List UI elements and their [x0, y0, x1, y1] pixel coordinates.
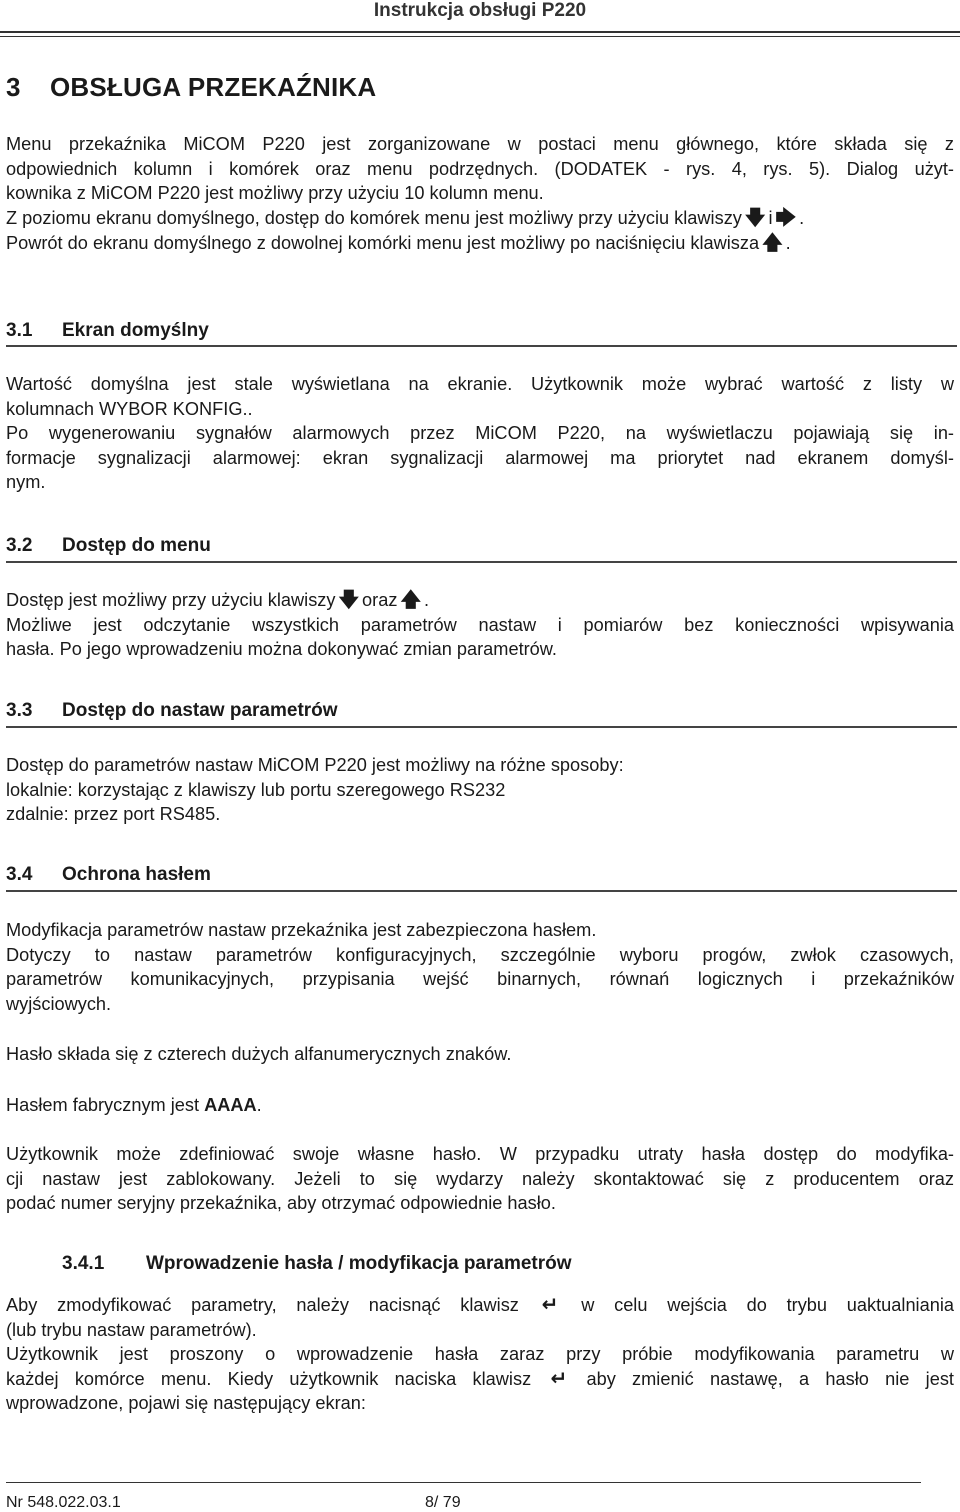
text-line: kownika z MiCOM P220 jest możliwy przy użyciu 10 kolumn menu. [6, 183, 544, 203]
password-paragraph-3 [6, 1093, 954, 1118]
text-segment: . [785, 232, 791, 253]
footer-page-number: 8/ 79 [425, 1494, 461, 1511]
text-segment: . [799, 208, 805, 228]
text-line: Wartość domyślna jest stale wyświetlana na ekranie. Użytkownik może wybrać wartość z listy w [6, 374, 954, 394]
subsection-number: 3.4.1 [62, 1253, 105, 1274]
text-line: odpowiednich kolumn i komórek oraz menu podrzędnych. (DODATEK - rys. 4, rys. 5). Dialog użyt- [6, 158, 954, 179]
enter-key-icon: ↵ [550, 1367, 568, 1390]
factory-password: AAAA [204, 1095, 257, 1115]
text-segment: . [424, 590, 430, 610]
section-heading [6, 72, 376, 103]
password-entry-paragraph [6, 1293, 954, 1416]
text-line: Użytkownik jest proszony o wprowadzenie hasła zaraz przy próbie modyfikowania parametru w [6, 1344, 954, 1364]
subsection-title: Dostęp do menu [62, 535, 211, 556]
down-arrow-icon: 🡇 [744, 207, 766, 229]
subsection-title: Ekran domyślny [62, 320, 209, 341]
text-line: Dotyczy to nastaw parametrów konfiguracyjnych, szczególnie wyboru progów, zwłok czasowych, [6, 944, 954, 965]
header-rule-thin [0, 36, 960, 37]
down-arrow-icon: 🡇 [338, 589, 360, 611]
text-line: hasła. Po jego wprowadzeniu można dokonywać zmian parametrów. [6, 639, 557, 659]
intro-paragraph [6, 132, 954, 206]
text-line: podać numer seryjny przekaźnika, aby otrzymać odpowiednie hasło. [6, 1193, 556, 1213]
subsubsection-heading-3-4-1 [62, 1253, 572, 1275]
text-line: zdalnie: przez port RS485. [6, 804, 221, 824]
text-line [6, 206, 954, 231]
text-line: cji nastaw jest zablokowany. Jeżeli to się wydarzy należy skontaktować się z producentem oraz [6, 1168, 954, 1189]
text-segment: Hasłem fabrycznym jest [6, 1095, 200, 1115]
section-number: 3 [6, 72, 21, 102]
text-line: Modyfikacja parametrów nastaw przekaźnika jest zabezpieczona hasłem. [6, 920, 597, 940]
text-line: Dostęp do parametrów nastaw MiCOM P220 jest możliwy na różne sposoby: [6, 755, 624, 775]
text-line: Użytkownik może zdefiniować swoje własne hasło. W przypadku utraty hasła dostęp do modyfika- [6, 1144, 954, 1164]
subsection-number: 3.3 [6, 700, 33, 721]
text-line [6, 231, 954, 256]
settings-access-paragraph [6, 753, 954, 827]
text-line: Menu przekaźnika MiCOM P220 jest zorganizowane w postaci menu głównego, które składa się z [6, 134, 954, 154]
text-segment: oraz [362, 590, 398, 610]
header-title: Instrukcja obsługi P220 [373, 0, 587, 21]
subsection-heading-3-3 [6, 700, 338, 722]
footer-doc-number: Nr 548.022.03.1 [6, 1494, 121, 1511]
password-paragraph-2 [6, 1042, 954, 1067]
text-line: Możliwe jest odczytanie wszystkich parametrów nastaw i pomiarów bez konieczności wpisywania [6, 614, 954, 635]
text-line [6, 1093, 954, 1118]
text-segment: Aby zmodyfikować parametry, należy nacisnąć klawisz [6, 1295, 519, 1315]
text-line: Po wygenerowaniu sygnałów alarmowych przez MiCOM P220, na wyświetlaczu pojawiają się in- [6, 423, 954, 443]
password-paragraph-4 [6, 1142, 954, 1216]
subsection-heading-3-4 [6, 864, 211, 886]
subsection-rule [6, 345, 957, 347]
text-line: formacje sygnalizacji alarmowej: ekran sygnalizacji alarmowej ma priorytet nad ekranem domyśl- [6, 447, 954, 468]
navigation-paragraph [6, 206, 954, 255]
text-line: wprowadzone, pojawi się następujący ekran: [6, 1393, 366, 1413]
enter-key-icon: ↵ [541, 1294, 559, 1316]
subsection-rule [6, 726, 957, 728]
text-line [6, 588, 954, 613]
subsection-heading-3-2 [6, 535, 211, 557]
text-segment: w celu wejścia do trybu uaktualniania [581, 1295, 954, 1315]
subsection-title: Ochrona hasłem [62, 864, 211, 885]
text-segment: i [768, 208, 773, 228]
text-segment: . [256, 1095, 262, 1115]
subsection-rule [6, 890, 957, 892]
text-line: kolumnach WYBOR KONFIG.. [6, 398, 253, 419]
text-line: wyjściowych. [6, 993, 112, 1014]
text-line [6, 1293, 954, 1318]
subsection-heading-3-1 [6, 320, 209, 342]
footer-rule [6, 1482, 921, 1483]
text-line: lokalnie: korzystając z klawiszy lub portu szeregowego RS232 [6, 779, 506, 800]
text-line: nym. [6, 472, 46, 492]
subsection-number: 3.2 [6, 535, 33, 556]
text-segment: Powrót do ekranu domyślnego z dowolnej komórki menu jest możliwy po naciśnięciu klawisza [6, 232, 760, 253]
up-arrow-icon: 🡅 [762, 231, 783, 254]
text-line: Hasło składa się z czterech dużych alfanumerycznych znaków. [6, 1044, 512, 1064]
subsection-title: Dostęp do nastaw parametrów [62, 700, 338, 721]
subsection-number: 3.1 [6, 320, 33, 341]
text-segment: aby zmienić nastawę, a hasło nie jest [586, 1368, 954, 1389]
password-paragraph-1 [6, 918, 954, 1016]
header-rule [0, 31, 960, 33]
text-line [6, 1367, 954, 1392]
default-screen-paragraph [6, 372, 954, 495]
section-title: OBSŁUGA PRZEKAŹNIKA [50, 72, 377, 102]
text-segment: każdej komórce menu. Kiedy użytkownik naciska klawisz [6, 1368, 532, 1389]
subsection-number: 3.4 [6, 864, 33, 885]
subsection-title: Wprowadzenie hasła / modyfikacja parametrów [146, 1253, 572, 1274]
subsection-rule [6, 561, 957, 563]
up-arrow-icon: 🡅 [400, 589, 421, 611]
right-arrow-icon: 🡆 [775, 207, 797, 229]
text-line: (lub trybu nastaw parametrów). [6, 1319, 257, 1340]
text-line: parametrów komunikacyjnych, przypisania wejść binarnych, równań logicznych i przekaźników [6, 969, 954, 989]
text-segment: Dostęp jest możliwy przy użyciu klawiszy [6, 590, 336, 610]
text-segment: Z poziomu ekranu domyślnego, dostęp do komórek menu jest możliwy przy użyciu klawiszy [6, 208, 742, 228]
running-header [0, 0, 960, 30]
menu-access-paragraph [6, 588, 954, 662]
